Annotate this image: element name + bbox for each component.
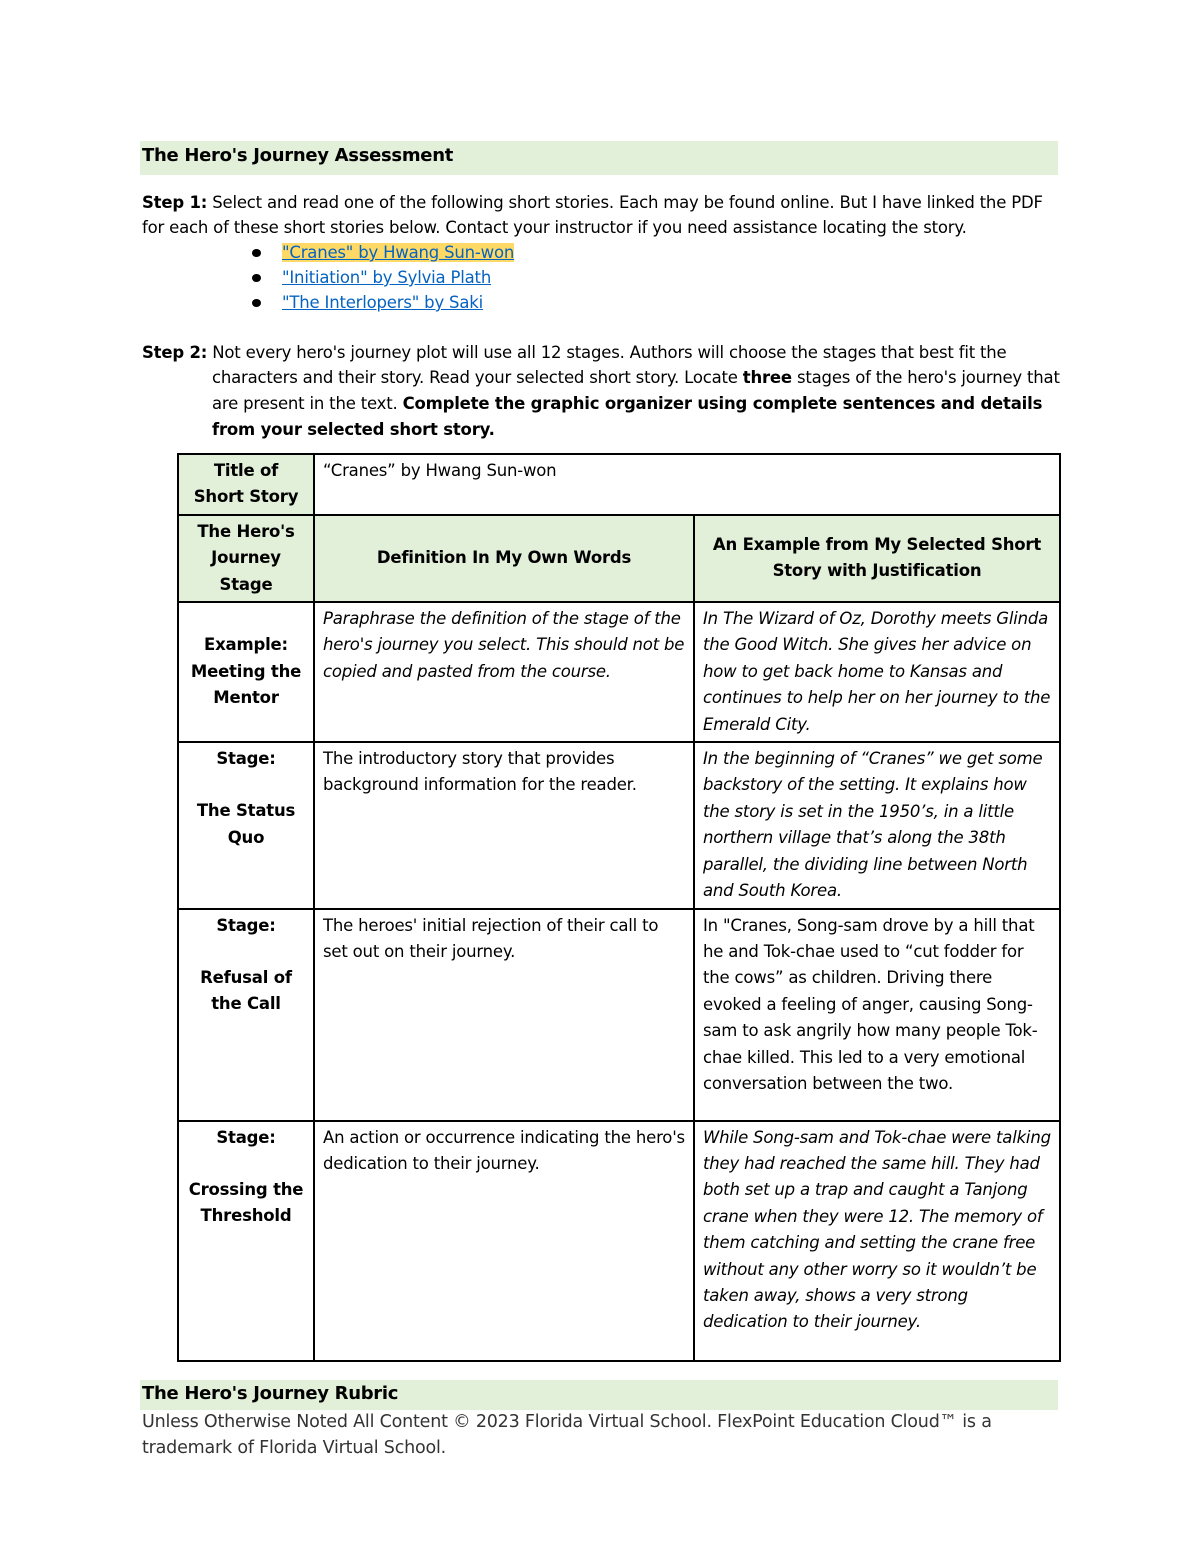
step2-first-line <box>142 340 1062 365</box>
step2-line1: Not every hero's journey plot will use all 12 stages. Authors will choose the stages that best fit the <box>207 343 1007 362</box>
table-row <box>178 602 1060 742</box>
step1-text: Select and read one of the following short stories. Each may be found online. But I have linked the PDF for each of these short stories below. Contact your instructor if you need assistance locating the story. <box>142 193 1043 237</box>
table-row <box>178 909 1060 1121</box>
step1-paragraph <box>142 190 1062 240</box>
table-row <box>178 454 1060 515</box>
definition-text: Paraphrase the definition of the stage of the hero's journey you select. This should not be copied and pasted from the course. <box>323 609 685 681</box>
bullet-icon <box>252 299 261 307</box>
stage-name: The Status Quo <box>196 801 296 847</box>
stage-prefix: Stage: <box>216 749 276 769</box>
stage-cell <box>178 1121 314 1361</box>
table-row <box>178 515 1060 602</box>
example-text: While Song-sam and Tok-chae were talking they had reached the same hill. They had both set up a trap and caught a Tanjong crane when they were 12. The memory of them catching and setting the crane free without any other worry so it wouldn’t be taken away, shows a very strong dedication to their journey. <box>703 1127 1051 1332</box>
assessment-title: The Hero's Journey Assessment <box>142 145 454 166</box>
story-list <box>250 240 514 315</box>
definition-cell: An action or occurrence indicating the hero's dedication to their journey. <box>314 1121 694 1361</box>
example-cell <box>694 1121 1060 1361</box>
list-item <box>250 240 514 265</box>
col1-header: The Hero's Journey Stage <box>178 515 314 602</box>
step1-label: Step 1: <box>142 193 208 212</box>
title-value-cell: “Cranes” by Hwang Sun-won <box>314 454 1060 515</box>
graphic-organizer-table <box>177 453 1061 1362</box>
step2-label: Step 2: <box>142 343 208 362</box>
stage-name: Meeting the Mentor <box>190 661 302 708</box>
col2-header: Definition In My Own Words <box>314 515 694 602</box>
stage-name: Refusal of the Call <box>200 967 292 1014</box>
col3-header: An Example from My Selected Short Story with Justification <box>694 515 1060 602</box>
stage-prefix: Stage: <box>216 915 276 935</box>
rubric-title: The Hero's Journey Rubric <box>142 1383 399 1404</box>
example-text: In the beginning of “Cranes” we get some backstory of the setting. It explains how the story is set in the 1950’s, in a little northern village that’s along the 38th parallel, the dividing line between North and South Korea. <box>703 749 1043 901</box>
step2-emphasis: three <box>742 368 792 387</box>
step2-bold-tail: Complete the graphic organizer using complete sentences and details from your selected short story. <box>212 394 1043 439</box>
list-item <box>250 265 514 290</box>
example-cell: In "Cranes, Song-sam drove by a hill that he and Tok-chae used to “cut fodder for the cows” as children. Driving there evoked a feeling of anger, causing Song-sam to ask angrily how many people Tok-chae killed. This led to a very emotional conversation between the two. <box>694 909 1060 1121</box>
stage-prefix: Stage: <box>216 1127 276 1147</box>
story-link-cranes[interactable]: "Cranes" by Hwang Sun-won <box>282 243 515 262</box>
table-row <box>178 1121 1060 1361</box>
stage-cell <box>178 602 314 742</box>
example-cell <box>694 602 1060 742</box>
stage-name: Crossing the Threshold <box>188 1179 304 1226</box>
example-text: In The Wizard of Oz, Dorothy meets Glinda the Good Witch. She gives her advice on how to get back home to Kansas and continues to help her on her journey to the Emerald City. <box>703 609 1051 734</box>
definition-cell: The heroes' initial rejection of their call to set out on their journey. <box>314 909 694 1121</box>
definition-cell <box>314 602 694 742</box>
story-link-initiation[interactable]: "Initiation" by Sylvia Plath <box>282 268 492 287</box>
title-label-cell: Title of Short Story <box>178 454 314 515</box>
bullet-icon <box>252 274 261 282</box>
step2-body <box>212 365 1062 443</box>
step2-text-b: stages of the hero's journey that are present in the text. <box>212 368 1060 413</box>
story-link-interlopers[interactable]: "The Interlopers" by Saki <box>282 293 483 312</box>
list-item <box>250 290 514 315</box>
example-cell <box>694 742 1060 908</box>
step2-text-a: characters and their story. Read your selected short story. Locate <box>212 368 743 387</box>
copyright-footer: Unless Otherwise Noted All Content © 2023 Florida Virtual School. FlexPoint Education Cloud™ is a trademark of Florida Virtual School. <box>142 1412 992 1458</box>
bullet-icon <box>252 249 261 257</box>
definition-cell: The introductory story that provides background information for the reader. <box>314 742 694 908</box>
table-row <box>178 742 1060 908</box>
stage-cell <box>178 909 314 1121</box>
stage-cell <box>178 742 314 908</box>
stage-prefix: Example: <box>204 635 288 655</box>
